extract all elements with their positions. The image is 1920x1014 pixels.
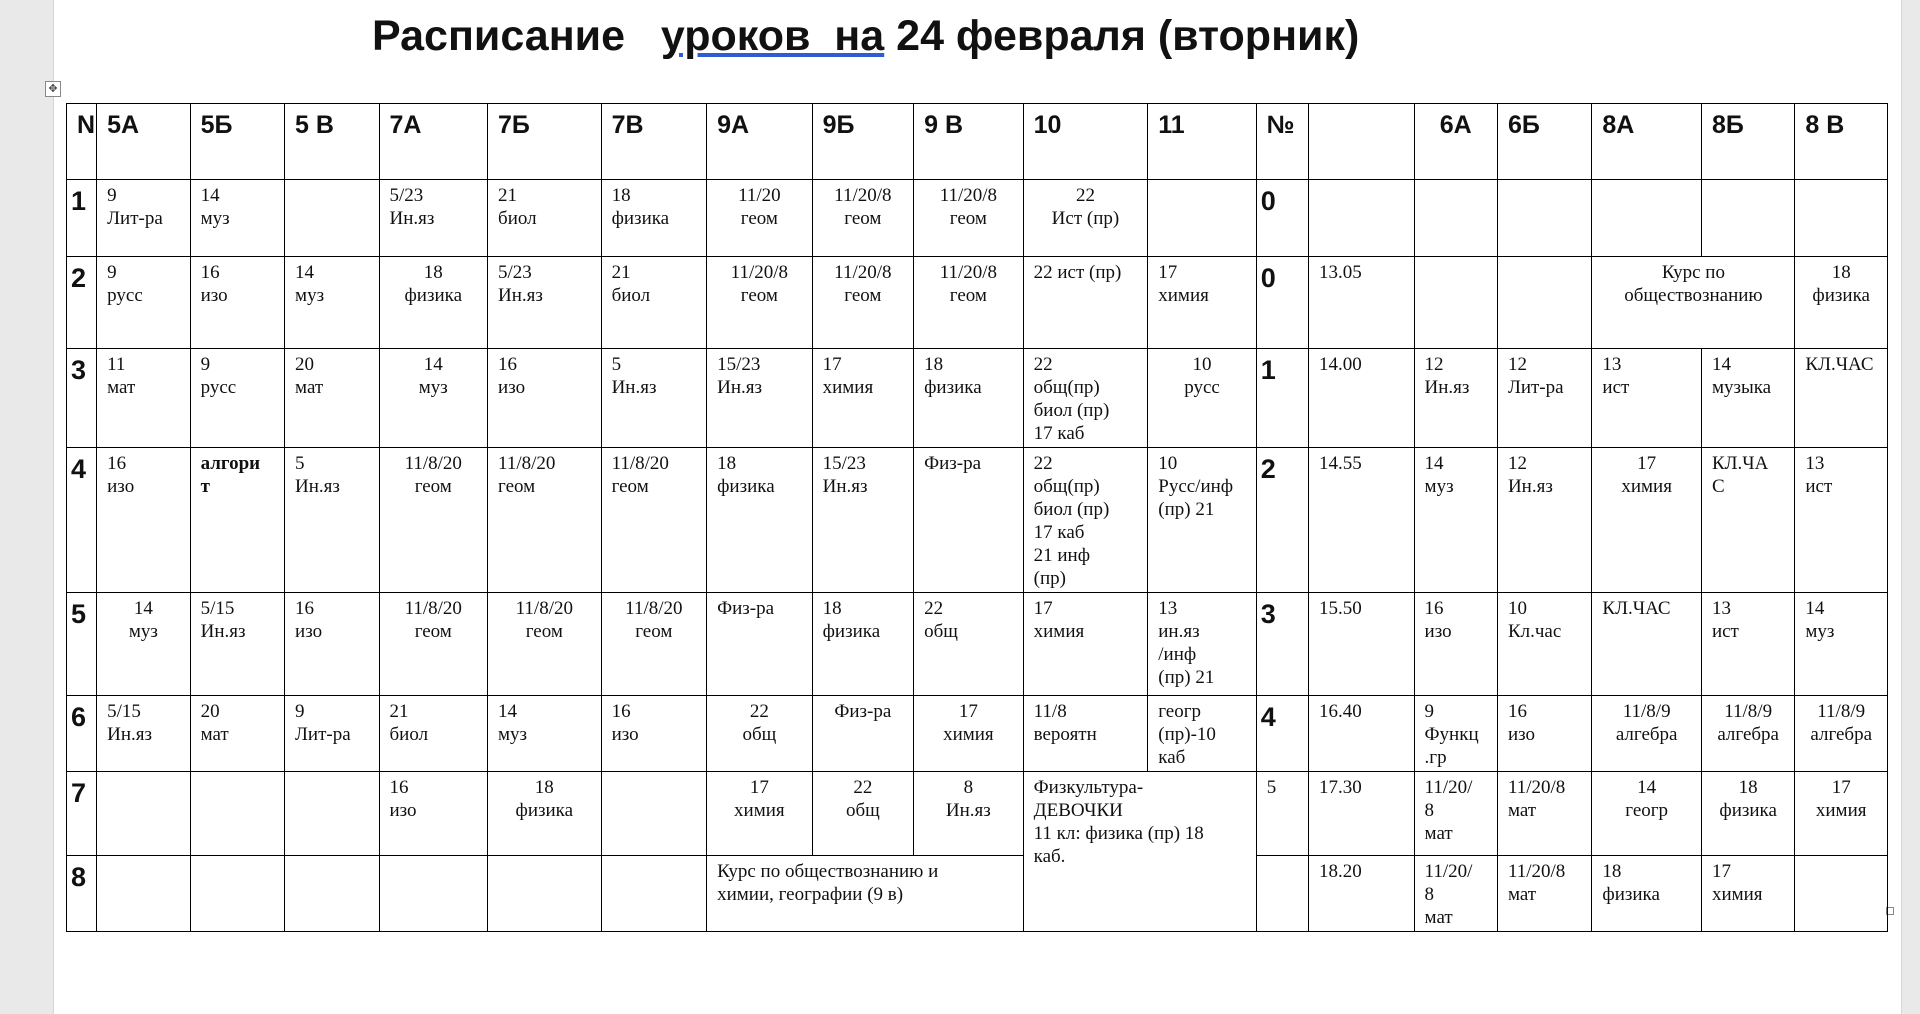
header-cell: 6А: [1414, 104, 1497, 180]
header-cell: 8Б: [1701, 104, 1794, 180]
schedule-cell[interactable]: 5/23 Ин.яз: [488, 257, 602, 349]
schedule-cell[interactable]: 17 химия: [1795, 772, 1888, 856]
schedule-cell[interactable]: 11/20/8 мат: [1497, 772, 1591, 856]
schedule-cell[interactable]: 11/8/20 геом: [379, 448, 488, 593]
schedule-cell[interactable]: 16 изо: [1414, 593, 1497, 696]
schedule-cell[interactable]: 20 мат: [285, 349, 379, 448]
schedule-cell[interactable]: 11/20/8 геом: [914, 257, 1024, 349]
schedule-cell[interactable]: 16 изо: [190, 257, 284, 349]
schedule-cell[interactable]: 21 биол: [488, 180, 602, 257]
schedule-cell[interactable]: 14 муз: [97, 593, 190, 696]
schedule-cell[interactable]: 14 муз: [190, 180, 284, 257]
schedule-cell[interactable]: [1701, 180, 1794, 257]
schedule-cell[interactable]: [1148, 180, 1257, 257]
merged-course-cell[interactable]: Курс по обществознанию и химии, географии (9 в): [707, 856, 1024, 932]
schedule-cell[interactable]: 11/8/20 геом: [379, 593, 488, 696]
schedule-cell[interactable]: 18 физика: [914, 349, 1024, 448]
lesson-row: [67, 349, 1888, 448]
schedule-cell[interactable]: 13 ист: [1701, 593, 1794, 696]
schedule-cell[interactable]: [285, 856, 379, 932]
schedule-cell[interactable]: 11/20/8 мат: [1497, 856, 1591, 932]
lesson-number: 5: [67, 593, 97, 696]
schedule-cell[interactable]: 15/23 Ин.яз: [812, 448, 914, 593]
schedule-cell[interactable]: 16 изо: [285, 593, 379, 696]
header-row: [67, 104, 1888, 180]
lesson-number: 3: [1256, 593, 1308, 696]
time-cell[interactable]: 16.40: [1309, 696, 1415, 772]
schedule-cell[interactable]: 12 Ин.яз: [1414, 349, 1497, 448]
schedule-cell[interactable]: 22 общ: [707, 696, 813, 772]
schedule-cell[interactable]: [285, 180, 379, 257]
schedule-cell[interactable]: [97, 772, 190, 856]
schedule-cell[interactable]: 14 муз: [1414, 448, 1497, 593]
schedule-cell[interactable]: 10 Русс/инф (пр) 21: [1148, 448, 1257, 593]
schedule-cell[interactable]: 11/20 геом: [707, 180, 813, 257]
schedule-cell[interactable]: 11/20/ 8 мат: [1414, 772, 1497, 856]
schedule-cell[interactable]: [1414, 257, 1497, 349]
time-cell[interactable]: 13.05: [1309, 257, 1415, 349]
schedule-cell[interactable]: 11/8/9 алгебра: [1592, 696, 1702, 772]
header-cell: 8 В: [1795, 104, 1888, 180]
schedule-cell[interactable]: 16 изо: [379, 772, 488, 856]
schedule-cell[interactable]: геогр (пр)-10 каб: [1148, 696, 1257, 772]
schedule-cell[interactable]: 5 Ин.яз: [601, 349, 707, 448]
schedule-cell[interactable]: 16 изо: [488, 349, 602, 448]
schedule-cell[interactable]: Физ-ра: [707, 593, 813, 696]
lesson-row: [67, 257, 1888, 349]
header-cell: 7В: [601, 104, 707, 180]
schedule-cell[interactable]: 20 мат: [190, 696, 284, 772]
lesson-number: [1256, 856, 1308, 932]
schedule-cell[interactable]: 14 муз: [379, 349, 488, 448]
lesson-number: 2: [1256, 448, 1308, 593]
schedule-cell[interactable]: 5 Ин.яз: [285, 448, 379, 593]
schedule-cell[interactable]: [1414, 180, 1497, 257]
schedule-cell[interactable]: 22 ист (пр): [1023, 257, 1148, 349]
schedule-cell[interactable]: [601, 772, 707, 856]
schedule-cell[interactable]: КЛ.ЧА С: [1701, 448, 1794, 593]
schedule-cell[interactable]: 8 Ин.яз: [914, 772, 1024, 856]
table-move-handle-icon[interactable]: ✥: [45, 81, 61, 97]
lesson-number: 1: [1256, 349, 1308, 448]
lesson-row: [67, 696, 1888, 772]
header-cell: 11: [1148, 104, 1257, 180]
schedule-cell[interactable]: 13 ин.яз /инф (пр) 21: [1148, 593, 1257, 696]
schedule-cell[interactable]: Физ-ра: [812, 696, 914, 772]
header-cell: 8А: [1592, 104, 1702, 180]
schedule-cell[interactable]: 16 изо: [1497, 696, 1591, 772]
schedule-cell[interactable]: 17 химия: [812, 349, 914, 448]
schedule-cell[interactable]: 9 Лит-ра: [285, 696, 379, 772]
schedule-cell[interactable]: 18 физика: [707, 448, 813, 593]
lesson-number: 0: [1256, 257, 1308, 349]
schedule-cell[interactable]: 9 русс: [190, 349, 284, 448]
schedule-cell[interactable]: 17 химия: [914, 696, 1024, 772]
schedule-cell[interactable]: [1497, 180, 1591, 257]
schedule-cell[interactable]: [97, 856, 190, 932]
lesson-number: 8: [67, 856, 97, 932]
schedule-cell[interactable]: 22 общ(пр) биол (пр) 17 каб: [1023, 349, 1148, 448]
header-cell: 9Б: [812, 104, 914, 180]
title-part-1: Расписание: [372, 12, 661, 60]
lesson-row: [67, 593, 1888, 696]
schedule-cell[interactable]: 21 биол: [379, 696, 488, 772]
header-cell: 5А: [97, 104, 190, 180]
merged-course-cell[interactable]: Курс по обществознанию: [1592, 257, 1795, 349]
header-cell: 7Б: [488, 104, 602, 180]
schedule-cell[interactable]: Физ-ра: [914, 448, 1024, 593]
schedule-cell[interactable]: 14 муз: [488, 696, 602, 772]
schedule-cell[interactable]: 18 физика: [379, 257, 488, 349]
lesson-number: 2: [67, 257, 97, 349]
schedule-cell[interactable]: 11/8/9 алгебра: [1701, 696, 1794, 772]
lesson-number: 0: [1256, 180, 1308, 257]
header-cell: N: [67, 104, 97, 180]
schedule-cell[interactable]: 13 ист: [1592, 349, 1702, 448]
schedule-cell[interactable]: 10 русс: [1148, 349, 1257, 448]
schedule-cell[interactable]: 18 физика: [601, 180, 707, 257]
schedule-cell[interactable]: [1795, 856, 1888, 932]
page-margin-right: [1901, 0, 1920, 1014]
lesson-number: 1: [67, 180, 97, 257]
schedule-cell[interactable]: 11/20/8 геом: [707, 257, 813, 349]
schedule-cell[interactable]: 22 общ: [812, 772, 914, 856]
schedule-cell[interactable]: 18 физика: [1701, 772, 1794, 856]
time-cell[interactable]: [1309, 180, 1415, 257]
header-cell: 9А: [707, 104, 813, 180]
schedule-cell[interactable]: [1795, 180, 1888, 257]
time-cell[interactable]: 15.50: [1309, 593, 1415, 696]
schedule-cell[interactable]: 22 общ: [914, 593, 1024, 696]
schedule-cell[interactable]: 17 химия: [707, 772, 813, 856]
schedule-cell[interactable]: 14 муз: [1795, 593, 1888, 696]
schedule-cell[interactable]: 14 муз: [285, 257, 379, 349]
header-cell: [1309, 104, 1415, 180]
header-cell: №: [1256, 104, 1308, 180]
schedule-cell[interactable]: 9 русс: [97, 257, 190, 349]
schedule-cell[interactable]: 11/8/20 геом: [488, 593, 602, 696]
lesson-row: [67, 448, 1888, 593]
schedule-cell[interactable]: 5/23 Ин.яз: [379, 180, 488, 257]
schedule-cell[interactable]: [601, 856, 707, 932]
schedule-cell[interactable]: КЛ.ЧАС: [1795, 349, 1888, 448]
schedule-cell[interactable]: 11/8/20 геом: [601, 593, 707, 696]
schedule-cell[interactable]: 11 мат: [97, 349, 190, 448]
header-cell: 5 В: [285, 104, 379, 180]
schedule-cell[interactable]: [379, 856, 488, 932]
schedule-cell[interactable]: [285, 772, 379, 856]
lesson-row: [67, 856, 1888, 932]
schedule-cell[interactable]: КЛ.ЧАС: [1592, 593, 1702, 696]
schedule-cell[interactable]: 18 физика: [1592, 856, 1702, 932]
schedule-cell[interactable]: 11/20/ 8 мат: [1414, 856, 1497, 932]
schedule-cell[interactable]: 22 Ист (пр): [1023, 180, 1148, 257]
schedule-cell[interactable]: 17 химия: [1701, 856, 1794, 932]
document-title: [372, 12, 1359, 61]
title-part-2: 24 февраля (вторник): [884, 12, 1360, 60]
schedule-cell[interactable]: 11/20/8 геом: [812, 180, 914, 257]
header-cell: 5Б: [190, 104, 284, 180]
schedule-cell[interactable]: 5/15 Ин.яз: [190, 593, 284, 696]
schedule-cell[interactable]: 13 ист: [1795, 448, 1888, 593]
schedule-cell[interactable]: 11/8/9 алгебра: [1795, 696, 1888, 772]
schedule-cell[interactable]: 9 Лит-ра: [97, 180, 190, 257]
header-cell: 6Б: [1497, 104, 1591, 180]
time-cell[interactable]: 18.20: [1309, 856, 1415, 932]
schedule-cell[interactable]: [1592, 180, 1702, 257]
schedule-cell[interactable]: 21 биол: [601, 257, 707, 349]
schedule-cell[interactable]: 17 химия: [1148, 257, 1257, 349]
lesson-number: 4: [1256, 696, 1308, 772]
schedule-cell[interactable]: 15/23 Ин.яз: [707, 349, 813, 448]
schedule-cell[interactable]: 22 общ(пр) биол (пр) 17 каб 21 инф (пр): [1023, 448, 1148, 593]
merged-note-cell[interactable]: Физкультура- ДЕВОЧКИ 11 кл: физика (пр) 18 каб.: [1023, 772, 1256, 932]
lesson-number: 5: [1256, 772, 1308, 856]
schedule-cell[interactable]: 12 Лит-ра: [1497, 349, 1591, 448]
lesson-number: 7: [67, 772, 97, 856]
schedule-cell[interactable]: 5/15 Ин.яз: [97, 696, 190, 772]
schedule-cell[interactable]: 11/8/20 геом: [488, 448, 602, 593]
schedule-cell[interactable]: 17 химия: [1592, 448, 1702, 593]
schedule-cell[interactable]: 18 физика: [1795, 257, 1888, 349]
schedule-cell[interactable]: алгори т: [190, 448, 284, 593]
schedule-cell[interactable]: 14 геогр: [1592, 772, 1702, 856]
schedule-cell[interactable]: 16 изо: [97, 448, 190, 593]
schedule-cell[interactable]: [190, 856, 284, 932]
header-cell: 7А: [379, 104, 488, 180]
time-cell[interactable]: 14.55: [1309, 448, 1415, 593]
schedule-cell[interactable]: 11/20/8 геом: [812, 257, 914, 349]
schedule-cell[interactable]: 12 Ин.яз: [1497, 448, 1591, 593]
lesson-row: [67, 180, 1888, 257]
page-margin-left: [0, 0, 54, 1014]
schedule-cell[interactable]: 11/8 вероятн: [1023, 696, 1148, 772]
schedule-cell[interactable]: 16 изо: [601, 696, 707, 772]
schedule-cell[interactable]: 18 физика: [488, 772, 602, 856]
schedule-cell[interactable]: 11/20/8 геом: [914, 180, 1024, 257]
schedule-cell[interactable]: 18 физика: [812, 593, 914, 696]
time-cell[interactable]: 14.00: [1309, 349, 1415, 448]
time-cell[interactable]: 17.30: [1309, 772, 1415, 856]
schedule-cell[interactable]: [190, 772, 284, 856]
lesson-number: 6: [67, 696, 97, 772]
schedule-cell[interactable]: 14 музыка: [1701, 349, 1794, 448]
title-part-underlined: уроков на: [660, 12, 885, 60]
schedule-cell[interactable]: [1497, 257, 1591, 349]
schedule-cell[interactable]: 11/8/20 геом: [601, 448, 707, 593]
lesson-number: 4: [67, 448, 97, 593]
schedule-cell[interactable]: [488, 856, 602, 932]
lesson-number: 3: [67, 349, 97, 448]
header-cell: 9 В: [914, 104, 1024, 180]
schedule-table: [66, 103, 1888, 932]
schedule-cell[interactable]: 10 Кл.час: [1497, 593, 1591, 696]
header-cell: 10: [1023, 104, 1148, 180]
lesson-row: [67, 772, 1888, 856]
schedule-cell[interactable]: 9 Функц .гр: [1414, 696, 1497, 772]
schedule-cell[interactable]: 17 химия: [1023, 593, 1148, 696]
